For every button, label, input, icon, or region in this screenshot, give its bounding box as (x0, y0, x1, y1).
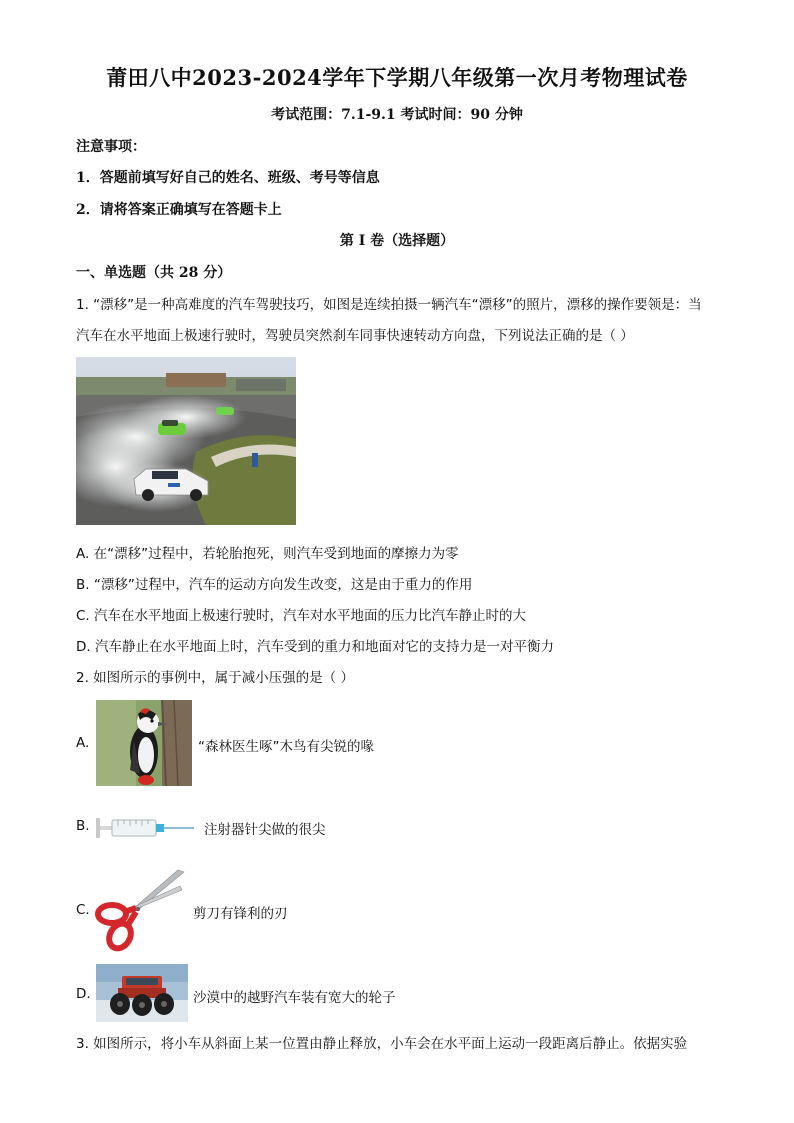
woodpecker-icon (96, 700, 192, 786)
exam-subtitle: 考试范围：7.1-9.1 考试时间：90 分钟 (271, 107, 523, 123)
q2-option-b-letter: B. (76, 818, 90, 834)
notice-heading: 注意事项： (76, 139, 146, 155)
syringe-icon (94, 808, 198, 848)
q2-option-c-letter: C. (76, 902, 90, 918)
volume-heading: 第 I 卷（选择题） (339, 233, 455, 249)
drift-photo (76, 357, 296, 525)
scissors-icon (94, 868, 188, 952)
q2-option-a-text: “森林医生啄”木鸟有尖锐的喙 (198, 739, 374, 755)
offroad-truck-icon (96, 964, 188, 1022)
q1-option-b: B. “漂移”过程中，汽车的运动方向发生改变，这是由于重力的作用 (76, 577, 473, 593)
q1-stem-line1: 1. “漂移”是一种高难度的汽车驾驶技巧，如图是连续拍摄一辆汽车“漂移”的照片，漂移的操作要领是：当 (76, 297, 702, 313)
q3-stem-line1: 3. 如图所示，将小车从斜面上某一位置由静止释放，小车会在水平面上运动一段距离后静止。依据实验 (76, 1036, 688, 1052)
notice-item-2: 2．请将答案正确填写在答题卡上 (76, 202, 282, 218)
q2-option-c-text: 剪刀有锋利的刃 (193, 906, 288, 922)
q1-option-a: A. 在“漂移”过程中，若轮胎抱死，则汽车受到地面的摩擦力为零 (76, 546, 459, 562)
q1-stem-line2: 汽车在水平地面上极速行驶时，驾驶员突然刹车同事快速转动方向盘，下列说法正确的是（ ） (76, 328, 634, 344)
q1-option-c: C. 汽车在水平地面上极速行驶时，汽车对水平地面的压力比汽车静止时的大 (76, 608, 527, 624)
part-heading: 一、单选题（共 28 分） (76, 265, 232, 281)
q2-option-d-letter: D. (76, 986, 91, 1002)
notice-item-1: 1．答题前填写好自己的姓名、班级、考号等信息 (76, 170, 380, 186)
q2-option-d-text: 沙漠中的越野汽车装有宽大的轮子 (193, 990, 396, 1006)
q1-option-d: D. 汽车静止在水平地面上时，汽车受到的重力和地面对它的支持力是一对平衡力 (76, 639, 554, 655)
q2-option-a-letter: A. (76, 735, 90, 751)
q2-option-b-text: 注射器针尖做的很尖 (204, 822, 326, 838)
exam-title: 莆田八中2023-2024学年下学期八年级第一次月考物理试卷 (106, 65, 688, 90)
q2-stem: 2. 如图所示的事例中，属于减小压强的是（ ） (76, 670, 354, 686)
